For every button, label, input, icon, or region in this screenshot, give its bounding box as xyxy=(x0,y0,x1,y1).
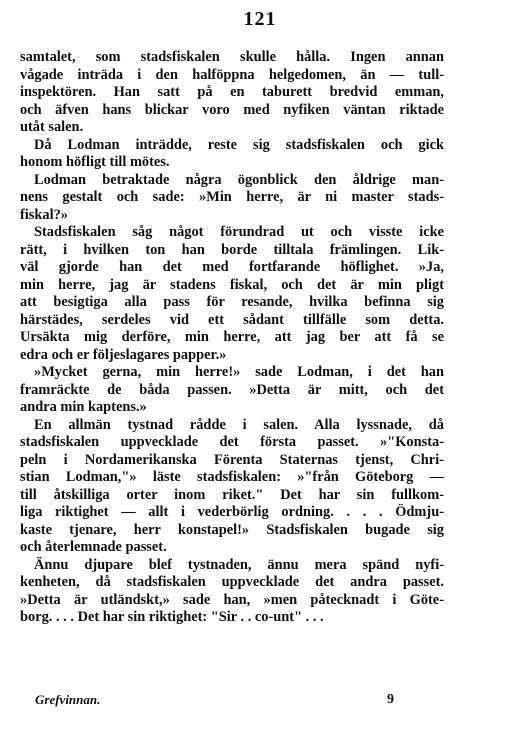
text-line: peln i Nordamerikanska Förenta Staternas tjenst, Chri- xyxy=(20,451,444,468)
text-line: borg. . . . Det har sin riktighet: "Sir . . co-unt" . . . xyxy=(20,609,324,625)
text-line: Då Lodman inträdde, reste sig stadsfiskalen och gick xyxy=(34,136,444,153)
text-line: vågade inträda i den halföppna helgedomen, än — tull- xyxy=(20,66,444,83)
text-line: fiskal?» xyxy=(20,206,68,223)
text-line: väl gjorde han det med fortfarande höflighet. »Ja, xyxy=(20,259,444,275)
text-line: Stadsfiskalen såg något förundrad ut och visste icke xyxy=(34,224,444,240)
text-line: till åtskilliga orter inom riket." Det har sin fullkom- xyxy=(20,486,444,503)
text-line: honom höfligt till mötes. xyxy=(20,154,170,170)
text-line: liga riktighet — allt i vederbörlig ordning. . . . Ödmju- xyxy=(20,504,444,520)
text-line: Ursäkta mig derföre, min herre, att jag ber att få se xyxy=(20,329,444,345)
text-line: samtalet, som stadsfiskalen skulle hålla. Ingen annan xyxy=(20,49,444,65)
page-number: 121 xyxy=(243,8,277,30)
text-line: »Mycket gerna, min herre!» sade Lodman, i det han xyxy=(34,364,444,380)
text-line: nens gestalt och sade: »Min herre, är ni master stads- xyxy=(20,189,444,205)
signature-mark: Grefvinnan. xyxy=(35,692,101,707)
text-line: min herre, jag är stadens fiskal, och det är min pligt xyxy=(20,276,444,293)
text-line: kenheten, då stadsfiskalen uppvecklade det andra passet. xyxy=(20,574,444,590)
text-line: framräckte de båda passen. »Detta är mitt, och det xyxy=(20,381,444,398)
text-line: kaste tjenare, herr konstapel!» Stadsfiskalen bugade sig xyxy=(20,521,444,538)
text-line: rätt, i hvilken ton han borde tilltala främlingen. Lik- xyxy=(20,241,444,258)
text-line: härstädes, serdeles vid ett sådant tillfälle som detta. xyxy=(20,311,444,328)
text-line: En allmän tystnad rådde i salen. Alla lyssnade, då xyxy=(34,416,444,433)
text-line: Ännu djupare blef tystnaden, ännu mera spänd nyfi- xyxy=(34,556,444,573)
text-line: inspektören. Han satt på en taburett bredvid emman, xyxy=(20,84,444,100)
text-line: att besigtiga alla pass för resande, hvilka befinna sig xyxy=(20,294,444,310)
text-line: edra och er följeslagares papper.» xyxy=(20,346,227,363)
text-line: stadsfiskalen uppvecklade det första passet. »"Konsta- xyxy=(20,434,444,450)
text-line: Lodman betraktade några ögonblick den åldrige man- xyxy=(34,171,444,188)
text-line: andra min kaptens.» xyxy=(20,399,147,415)
body-text xyxy=(20,49,444,627)
text-line: utåt salen. xyxy=(20,119,84,135)
text-line: stian Lodman,"» läste stadsfiskalen: »"från Göteborg — xyxy=(20,469,444,485)
sheet-number: 9 xyxy=(387,692,394,707)
page-footer xyxy=(35,692,415,712)
text-line: och återlemnade passet. xyxy=(20,539,167,555)
text-line: »Detta är utländskt,» sade han, »men påtecknadt i Göte- xyxy=(20,591,444,608)
text-line: och äfven hans blickar voro med nyfiken väntan riktade xyxy=(20,101,444,118)
